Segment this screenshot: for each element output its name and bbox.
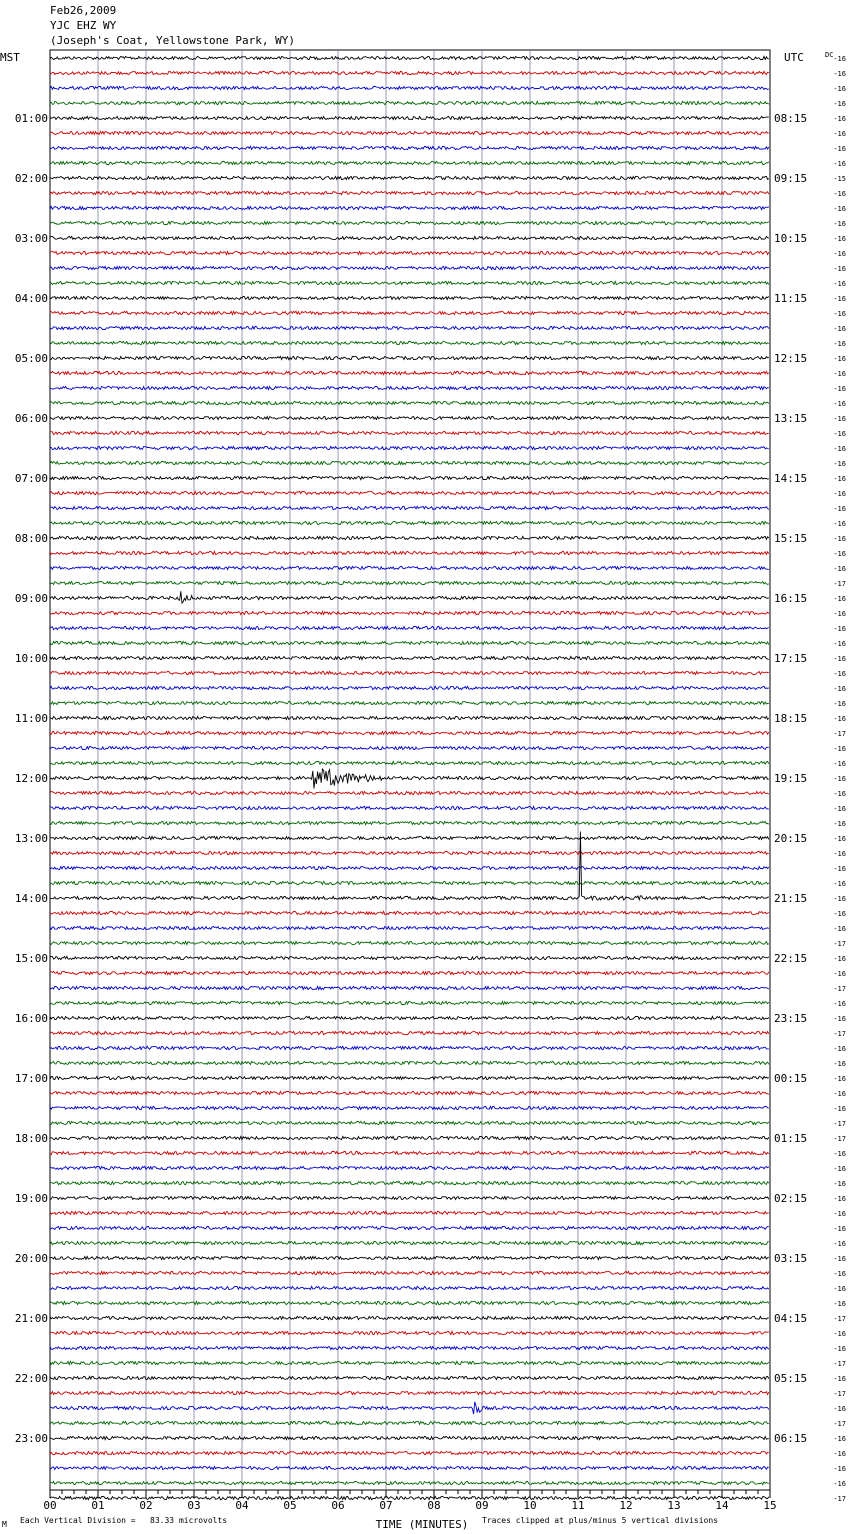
- trace-41: [50, 671, 769, 674]
- trace-9: [50, 191, 769, 194]
- trace-35: [50, 581, 769, 584]
- trace-51: [50, 821, 769, 824]
- trace-53: [50, 851, 769, 854]
- dc-offset: -16: [833, 1105, 846, 1113]
- dc-offset: -15: [833, 175, 846, 183]
- hour-label-mst: 14:00: [14, 892, 48, 905]
- dc-offset: -16: [833, 1240, 846, 1248]
- trace-15: [50, 281, 769, 284]
- dc-offset: -16: [833, 1330, 846, 1338]
- hour-label-utc: 08:15: [774, 112, 808, 125]
- trace-49: [50, 791, 769, 794]
- trace-36: [50, 591, 769, 603]
- x-tick-label: 06: [331, 1499, 345, 1512]
- dc-offset: -16: [833, 265, 846, 273]
- hour-label-mst: 12:00: [14, 772, 48, 785]
- trace-60: [50, 956, 769, 959]
- dc-offset: -16: [833, 295, 846, 303]
- dc-offset: -16: [833, 205, 846, 213]
- trace-52: [50, 836, 769, 839]
- dc-offset: -16: [833, 235, 846, 243]
- trace-44: [50, 716, 769, 719]
- hour-label-utc: 19:15: [774, 772, 808, 785]
- trace-48: [50, 769, 769, 789]
- trace-55: [50, 881, 769, 884]
- hour-label-mst: 06:00: [14, 412, 48, 425]
- dc-offset: -16: [833, 535, 846, 543]
- hour-label-utc: 11:15: [774, 292, 808, 305]
- trace-22: [50, 386, 769, 389]
- trace-59: [50, 941, 769, 944]
- hour-label-mst: 22:00: [14, 1372, 48, 1385]
- trace-11: [50, 221, 769, 224]
- dc-offset: -17: [833, 1030, 846, 1038]
- trace-7: [50, 161, 769, 164]
- dc-offset: -16: [833, 55, 846, 63]
- dc-offset: -16: [833, 445, 846, 453]
- dc-offset: -16: [833, 925, 846, 933]
- trace-72: [50, 1136, 769, 1139]
- trace-69: [50, 1091, 769, 1094]
- dc-offset: -16: [833, 340, 846, 348]
- trace-26: [50, 446, 769, 449]
- trace-39: [50, 641, 769, 644]
- dc-offset: -16: [833, 460, 846, 468]
- trace-34: [50, 566, 769, 569]
- trace-18: [50, 326, 769, 329]
- dc-offset: -17: [833, 985, 846, 993]
- dc-offset: -16: [833, 640, 846, 648]
- dc-offset: -16: [833, 385, 846, 393]
- dc-offset: -16: [833, 775, 846, 783]
- dc-offset: -16: [833, 70, 846, 78]
- dc-offset: -17: [833, 1315, 846, 1323]
- hour-label-mst: 19:00: [14, 1192, 48, 1205]
- dc-offset: -16: [833, 1450, 846, 1458]
- hour-label-utc: 09:15: [774, 172, 808, 185]
- trace-92: [50, 1436, 769, 1439]
- dc-offset: -16: [833, 85, 846, 93]
- trace-87: [50, 1361, 769, 1364]
- trace-10: [50, 206, 769, 209]
- trace-5: [50, 131, 769, 134]
- dc-offset: -16: [833, 1000, 846, 1008]
- x-tick-label: 02: [139, 1499, 153, 1512]
- dc-offset: -16: [833, 565, 846, 573]
- trace-84: [50, 1316, 769, 1319]
- hour-label-mst: 02:00: [14, 172, 48, 185]
- hour-label-utc: 17:15: [774, 652, 808, 665]
- right-timezone-label: UTC: [784, 51, 804, 64]
- dc-offset: -16: [833, 1375, 846, 1383]
- trace-29: [50, 491, 769, 494]
- trace-12: [50, 236, 769, 239]
- trace-83: [50, 1301, 769, 1304]
- dc-offset: -17: [833, 940, 846, 948]
- hour-label-utc: 21:15: [774, 892, 808, 905]
- dc-offset: -16: [833, 1075, 846, 1083]
- hour-label-utc: 04:15: [774, 1312, 808, 1325]
- hour-label-utc: 12:15: [774, 352, 808, 365]
- trace-81: [50, 1271, 769, 1274]
- x-tick-label: 13: [667, 1499, 681, 1512]
- trace-45: [50, 731, 769, 734]
- trace-93: [50, 1451, 769, 1454]
- x-tick-label: 01: [91, 1499, 105, 1512]
- x-tick-label: 05: [283, 1499, 297, 1512]
- dc-offset: -16: [833, 160, 846, 168]
- trace-6: [50, 146, 769, 149]
- dc-offset: -17: [833, 1120, 846, 1128]
- hour-label-utc: 16:15: [774, 592, 808, 605]
- station-name: YJC EHZ WY: [50, 19, 117, 32]
- trace-89: [50, 1391, 769, 1394]
- trace-68: [50, 1076, 769, 1079]
- trace-73: [50, 1151, 769, 1154]
- trace-27: [50, 461, 769, 464]
- dc-offset: -16: [833, 850, 846, 858]
- trace-74: [50, 1166, 769, 1169]
- trace-57: [50, 911, 769, 914]
- dc-offset: -16: [833, 820, 846, 828]
- x-tick-label: 03: [187, 1499, 201, 1512]
- dc-offset: -16: [833, 760, 846, 768]
- hour-label-mst: 13:00: [14, 832, 48, 845]
- dc-offset: -16: [833, 880, 846, 888]
- dc-offset: -16: [833, 130, 846, 138]
- dc-offset: -17: [833, 730, 846, 738]
- trace-47: [50, 761, 769, 764]
- trace-4: [50, 116, 769, 119]
- trace-80: [50, 1256, 769, 1259]
- dc-offset: -16: [833, 700, 846, 708]
- trace-23: [50, 401, 769, 404]
- dc-offset: -17: [833, 1390, 846, 1398]
- dc-offset: -16: [833, 550, 846, 558]
- hour-label-mst: 16:00: [14, 1012, 48, 1025]
- dc-offset: -16: [833, 625, 846, 633]
- dc-offset: -16: [833, 865, 846, 873]
- dc-offset: -16: [833, 745, 846, 753]
- dc-offset: -16: [833, 190, 846, 198]
- trace-61: [50, 971, 769, 974]
- hour-label-mst: 07:00: [14, 472, 48, 485]
- dc-offset: -16: [833, 1180, 846, 1188]
- hour-label-utc: 05:15: [774, 1372, 808, 1385]
- trace-50: [50, 806, 769, 809]
- dc-offset: -16: [833, 520, 846, 528]
- trace-3: [50, 101, 769, 104]
- dc-offset: -16: [833, 970, 846, 978]
- dc-offset: -16: [833, 1210, 846, 1218]
- x-tick-label: 14: [715, 1499, 729, 1512]
- corner-mark: M: [2, 1520, 7, 1529]
- trace-94: [50, 1466, 769, 1469]
- trace-46: [50, 746, 769, 749]
- hour-label-mst: 04:00: [14, 292, 48, 305]
- dc-offset: -17: [833, 1495, 846, 1503]
- dc-offset: -16: [833, 1255, 846, 1263]
- dc-offset: -16: [833, 1300, 846, 1308]
- trace-40: [50, 656, 769, 659]
- dc-offset: -16: [833, 1480, 846, 1488]
- trace-32: [50, 536, 769, 539]
- trace-33: [50, 551, 769, 554]
- dc-offset: -16: [833, 670, 846, 678]
- hour-label-mst: 20:00: [14, 1252, 48, 1265]
- dc-offset: -16: [833, 610, 846, 618]
- dc-offset: -16: [833, 1405, 846, 1413]
- dc-offset: -16: [833, 250, 846, 258]
- dc-offset: -16: [833, 895, 846, 903]
- hour-label-mst: 21:00: [14, 1312, 48, 1325]
- hour-label-utc: 06:15: [774, 1432, 808, 1445]
- dc-offset: -16: [833, 490, 846, 498]
- clip-note: Traces clipped at plus/minus 5 vertical divisions: [482, 1516, 719, 1525]
- x-tick-label: 00: [43, 1499, 57, 1512]
- dc-offset: -16: [833, 280, 846, 288]
- trace-42: [50, 686, 769, 689]
- hour-label-utc: 22:15: [774, 952, 808, 965]
- dc-offset: -16: [833, 355, 846, 363]
- dc-offset: -17: [833, 1135, 846, 1143]
- trace-25: [50, 431, 769, 434]
- trace-28: [50, 476, 769, 479]
- dc-offset: -16: [833, 310, 846, 318]
- hour-label-mst: 01:00: [14, 112, 48, 125]
- plot-date: Feb26,2009: [50, 4, 117, 17]
- hour-label-utc: 15:15: [774, 532, 808, 545]
- dc-offset: -16: [833, 115, 846, 123]
- hour-label-mst: 09:00: [14, 592, 48, 605]
- trace-19: [50, 341, 769, 344]
- dc-offset: -17: [833, 1360, 846, 1368]
- hour-label-mst: 18:00: [14, 1132, 48, 1145]
- trace-1: [50, 71, 769, 74]
- trace-56: [50, 832, 769, 901]
- trace-13: [50, 251, 769, 254]
- hour-label-utc: 02:15: [774, 1192, 808, 1205]
- trace-14: [50, 266, 769, 269]
- trace-0: [50, 56, 769, 59]
- trace-85: [50, 1331, 769, 1334]
- x-tick-label: 12: [619, 1499, 633, 1512]
- trace-24: [50, 416, 769, 419]
- hour-label-mst: 05:00: [14, 352, 48, 365]
- trace-62: [50, 986, 769, 989]
- dc-offset: -16: [833, 595, 846, 603]
- dc-offset: -16: [833, 1435, 846, 1443]
- trace-75: [50, 1181, 769, 1184]
- trace-20: [50, 356, 769, 359]
- dc-offset: -16: [833, 475, 846, 483]
- trace-90: [50, 1402, 769, 1414]
- trace-21: [50, 371, 769, 374]
- hour-label-utc: 10:15: [774, 232, 808, 245]
- trace-79: [50, 1241, 769, 1244]
- hour-label-utc: 00:15: [774, 1072, 808, 1085]
- trace-54: [50, 866, 769, 869]
- dc-offset: -16: [833, 430, 846, 438]
- x-tick-label: 04: [235, 1499, 249, 1512]
- dc-offset: -16: [833, 415, 846, 423]
- dc-offset: -16: [833, 1015, 846, 1023]
- dc-offset: -16: [833, 685, 846, 693]
- trace-95: [50, 1481, 769, 1484]
- trace-67: [50, 1061, 769, 1064]
- dc-offset: -17: [833, 580, 846, 588]
- trace-82: [50, 1286, 769, 1289]
- trace-86: [50, 1346, 769, 1349]
- hour-label-utc: 23:15: [774, 1012, 808, 1025]
- x-tick-label: 08: [427, 1499, 441, 1512]
- trace-43: [50, 701, 769, 704]
- hour-label-utc: 20:15: [774, 832, 808, 845]
- dc-offset: -17: [833, 1420, 846, 1428]
- vertical-division-note: Each Vertical Division = 83.33 microvolts: [20, 1516, 228, 1525]
- dc-offset: -16: [833, 805, 846, 813]
- x-tick-label: 11: [571, 1499, 585, 1512]
- trace-96: [50, 1496, 769, 1499]
- dc-offset: -16: [833, 1150, 846, 1158]
- hour-label-mst: 11:00: [14, 712, 48, 725]
- x-tick-label: 07: [379, 1499, 393, 1512]
- x-tick-label: 09: [475, 1499, 489, 1512]
- dc-offset: -16: [833, 955, 846, 963]
- dc-offset: -16: [833, 145, 846, 153]
- station-location: (Joseph's Coat, Yellowstone Park, WY): [50, 34, 296, 47]
- dc-offset: -16: [833, 100, 846, 108]
- hour-label-mst: 10:00: [14, 652, 48, 665]
- dc-offset: -16: [833, 1090, 846, 1098]
- hour-label-utc: 13:15: [774, 412, 808, 425]
- trace-8: [50, 176, 769, 179]
- dc-offset: -16: [833, 1165, 846, 1173]
- dc-offset: -16: [833, 220, 846, 228]
- trace-2: [50, 86, 769, 89]
- trace-76: [50, 1196, 769, 1199]
- dc-offset: -16: [833, 715, 846, 723]
- hour-label-utc: 01:15: [774, 1132, 808, 1145]
- hour-label-mst: 17:00: [14, 1072, 48, 1085]
- dc-offset: -16: [833, 505, 846, 513]
- hour-label-utc: 03:15: [774, 1252, 808, 1265]
- dc-offset: -16: [833, 370, 846, 378]
- hour-label-mst: 23:00: [14, 1432, 48, 1445]
- dc-offset: -16: [833, 1285, 846, 1293]
- dc-offset: -16: [833, 910, 846, 918]
- dc-offset: -16: [833, 1060, 846, 1068]
- trace-16: [50, 296, 769, 299]
- hour-label-mst: 08:00: [14, 532, 48, 545]
- trace-31: [50, 521, 769, 524]
- dc-offset: -16: [833, 1465, 846, 1473]
- trace-64: [50, 1016, 769, 1019]
- dc-offset: -16: [833, 325, 846, 333]
- trace-77: [50, 1211, 769, 1214]
- dc-offset: -16: [833, 1195, 846, 1203]
- dc-offset: -16: [833, 655, 846, 663]
- trace-37: [50, 611, 769, 614]
- x-tick-label: 15: [763, 1499, 777, 1512]
- dc-offset: -16: [833, 835, 846, 843]
- dc-offset: -16: [833, 400, 846, 408]
- dc-offset: -16: [833, 1270, 846, 1278]
- left-timezone-label: MST: [0, 51, 20, 64]
- hour-label-mst: 15:00: [14, 952, 48, 965]
- x-axis-title: TIME (MINUTES): [375, 1518, 469, 1531]
- x-tick-label: 10: [523, 1499, 537, 1512]
- trace-91: [50, 1421, 769, 1424]
- trace-17: [50, 311, 769, 314]
- hour-label-utc: 18:15: [774, 712, 808, 725]
- trace-58: [50, 926, 769, 929]
- hour-label-mst: 03:00: [14, 232, 48, 245]
- dc-offset: -16: [833, 1345, 846, 1353]
- trace-30: [50, 506, 769, 509]
- dc-offset: -16: [833, 1045, 846, 1053]
- hour-label-utc: 14:15: [774, 472, 808, 485]
- dc-offset: -16: [833, 1225, 846, 1233]
- trace-65: [50, 1031, 769, 1034]
- dc-label: DC: [825, 51, 834, 59]
- trace-66: [50, 1046, 769, 1049]
- trace-70: [50, 1106, 769, 1109]
- trace-88: [50, 1376, 769, 1379]
- trace-71: [50, 1121, 769, 1124]
- trace-78: [50, 1226, 769, 1229]
- trace-38: [50, 626, 769, 629]
- trace-63: [50, 1001, 769, 1004]
- dc-offset: -16: [833, 790, 846, 798]
